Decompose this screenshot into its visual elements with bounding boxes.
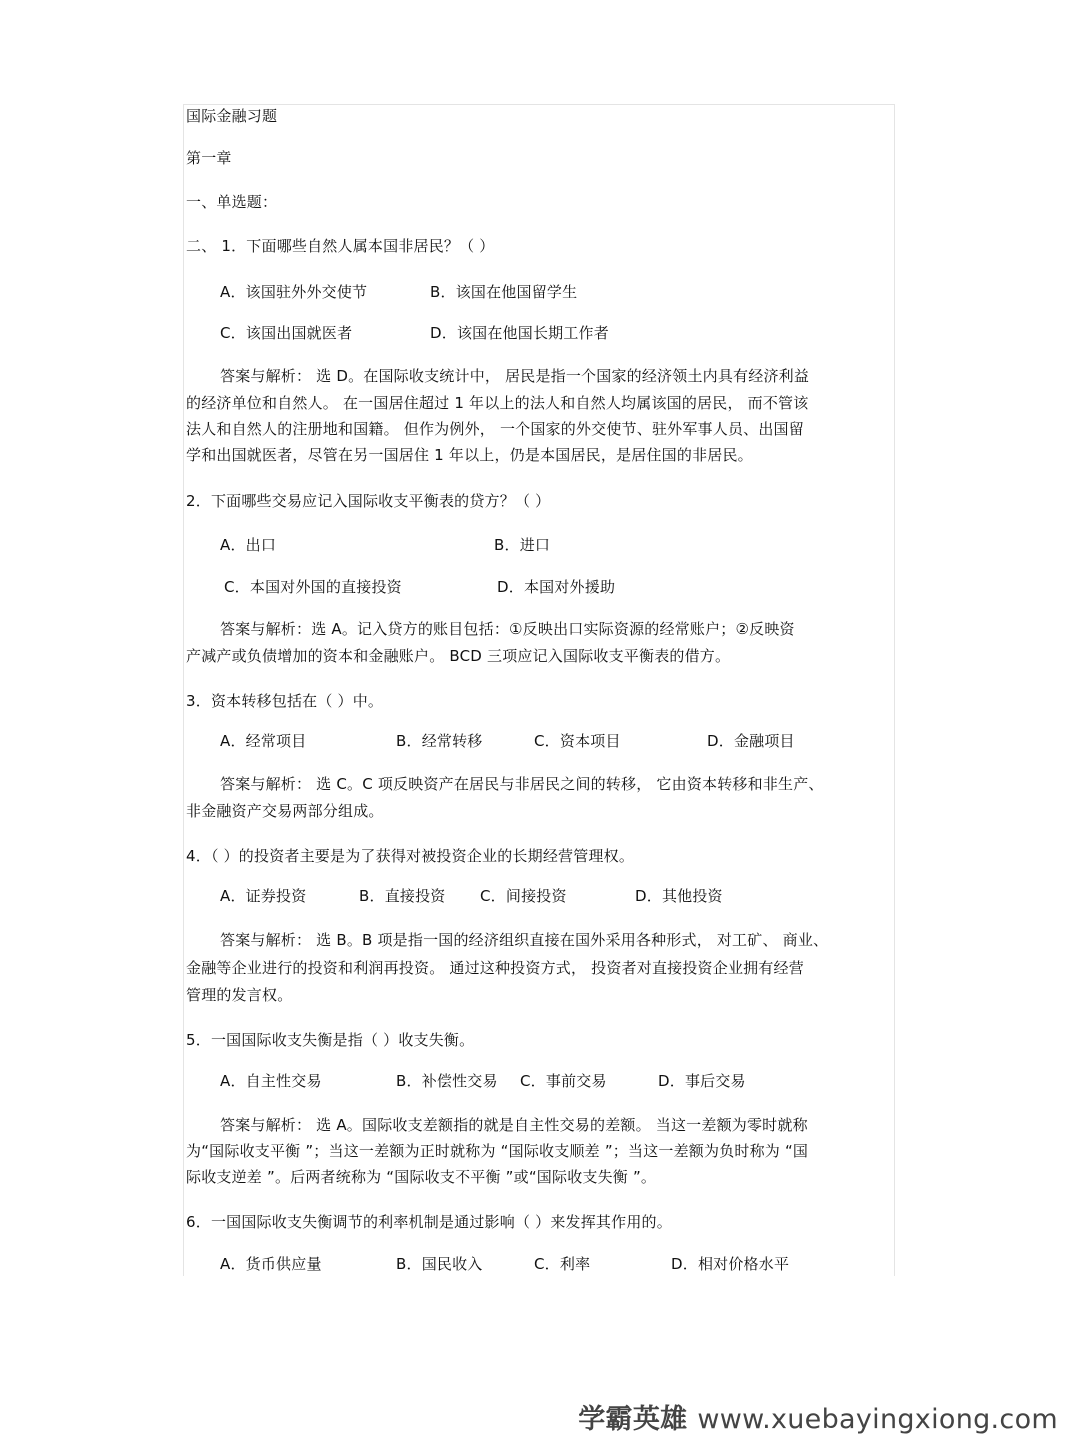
q3-option-a: A．经常项目 (220, 732, 307, 750)
q4-answer-line-2: 金融等企业进行的投资和利润再投资。 通过这种投资方式， 投资者对直接投资企业拥有经营 (186, 959, 804, 977)
q5-answer-line-2: 为“国际收支平衡 ”；当这一差额为正时就称为 “国际收支顺差 ”；当这一差额为负时称为 “国 (186, 1142, 809, 1160)
q3-option-d: D．金融项目 (707, 732, 795, 750)
q5-option-b: B．补偿性交易 (396, 1072, 498, 1090)
q1-answer-line-4: 学和出国就医者，尽管在另一国居住 1 年以上，仍是本国居民，是居住国的非居民。 (186, 446, 753, 464)
q2-option-a: A．出口 (220, 536, 277, 554)
q2-option-d: D．本国对外援助 (497, 578, 616, 596)
q5-option-a: A．自主性交易 (220, 1072, 322, 1090)
q2-option-b: B．进口 (494, 536, 551, 554)
watermark-cn: 学霸英雄 (578, 1404, 688, 1435)
q1-answer-line-2: 的经济单位和自然人。 在一国居住超过 1 年以上的法人和自然人均属该国的居民， 而不管该 (186, 394, 809, 412)
section-heading: 一、单选题： (186, 193, 278, 211)
question-5-stem: 5．一国国际收支失衡是指（ ）收支失衡。 (186, 1031, 475, 1049)
chapter-heading: 第一章 (186, 149, 232, 167)
q4-answer-line-3: 管理的发言权。 (186, 986, 293, 1004)
watermark (578, 1397, 1058, 1436)
q2-answer-line-2: 产减产或负债增加的资本和金融账户。 BCD 三项应记入国际收支平衡表的借方。 (186, 647, 731, 665)
q5-answer-line-1: 答案与解析： 选 A。国际收支差额指的就是自主性交易的差额。 当这一差额为零时就称 (220, 1116, 808, 1134)
q3-answer-line-1: 答案与解析： 选 C。C 项反映资产在居民与非居民之间的转移， 它由资本转移和非生产、 (220, 775, 824, 793)
q1-option-d: D．该国在他国长期工作者 (430, 324, 609, 342)
q5-answer-line-3: 际收支逆差 ”。后两者统称为 “国际收支不平衡 ”或“国际收支失衡 ”。 (186, 1168, 657, 1186)
q1-option-c: C．该国出国就医者 (220, 324, 353, 342)
question-2-stem: 2．下面哪些交易应记入国际收支平衡表的贷方？（ ） (186, 492, 551, 510)
question-6-stem: 6．一国国际收支失衡调节的利率机制是通过影响（ ）来发挥其作用的。 (186, 1213, 672, 1231)
question-1-stem: 二、 1．下面哪些自然人属本国非居民？（ ） (186, 237, 495, 255)
q6-option-d: D．相对价格水平 (671, 1255, 790, 1273)
doc-title: 国际金融习题 (186, 107, 278, 125)
q6-option-a: A．货币供应量 (220, 1255, 322, 1273)
q5-option-d: D．事后交易 (658, 1072, 746, 1090)
q3-option-c: C．资本项目 (534, 732, 621, 750)
question-4-stem: 4．（ ）的投资者主要是为了获得对被投资企业的长期经营管理权。 (186, 847, 635, 865)
q4-option-c: C．间接投资 (480, 887, 567, 905)
q4-option-a: A．证券投资 (220, 887, 307, 905)
q4-option-d: D．其他投资 (635, 887, 723, 905)
q4-option-b: B．直接投资 (359, 887, 446, 905)
q1-answer-line-1: 答案与解析： 选 D。在国际收支统计中， 居民是指一个国家的经济领土内具有经济利益 (220, 367, 810, 385)
q1-option-b: B．该国在他国留学生 (430, 283, 578, 301)
page-frame (183, 104, 895, 1276)
q6-option-c: C．利率 (534, 1255, 591, 1273)
q3-option-b: B．经常转移 (396, 732, 483, 750)
q6-option-b: B．国民收入 (396, 1255, 483, 1273)
q2-option-c: C．本国对外国的直接投资 (224, 578, 402, 596)
watermark-url: www.xuebayingxiong.com (697, 1404, 1058, 1435)
question-3-stem: 3．资本转移包括在（ ）中。 (186, 692, 384, 710)
q1-answer-line-3: 法人和自然人的注册地和国籍。 但作为例外， 一个国家的外交使节、驻外军事人员、出国留 (186, 420, 804, 438)
q2-answer-line-1: 答案与解析：选 A。记入贷方的账目包括：①反映出口实际资源的经常账户；②反映资 (220, 620, 795, 638)
q3-answer-line-2: 非金融资产交易两部分组成。 (186, 802, 384, 820)
q1-option-a: A．该国驻外外交使节 (220, 283, 368, 301)
q5-option-c: C．事前交易 (520, 1072, 607, 1090)
q4-answer-line-1: 答案与解析： 选 B。B 项是指一国的经济组织直接在国外采用各种形式， 对工矿、 商业、 (220, 931, 829, 949)
